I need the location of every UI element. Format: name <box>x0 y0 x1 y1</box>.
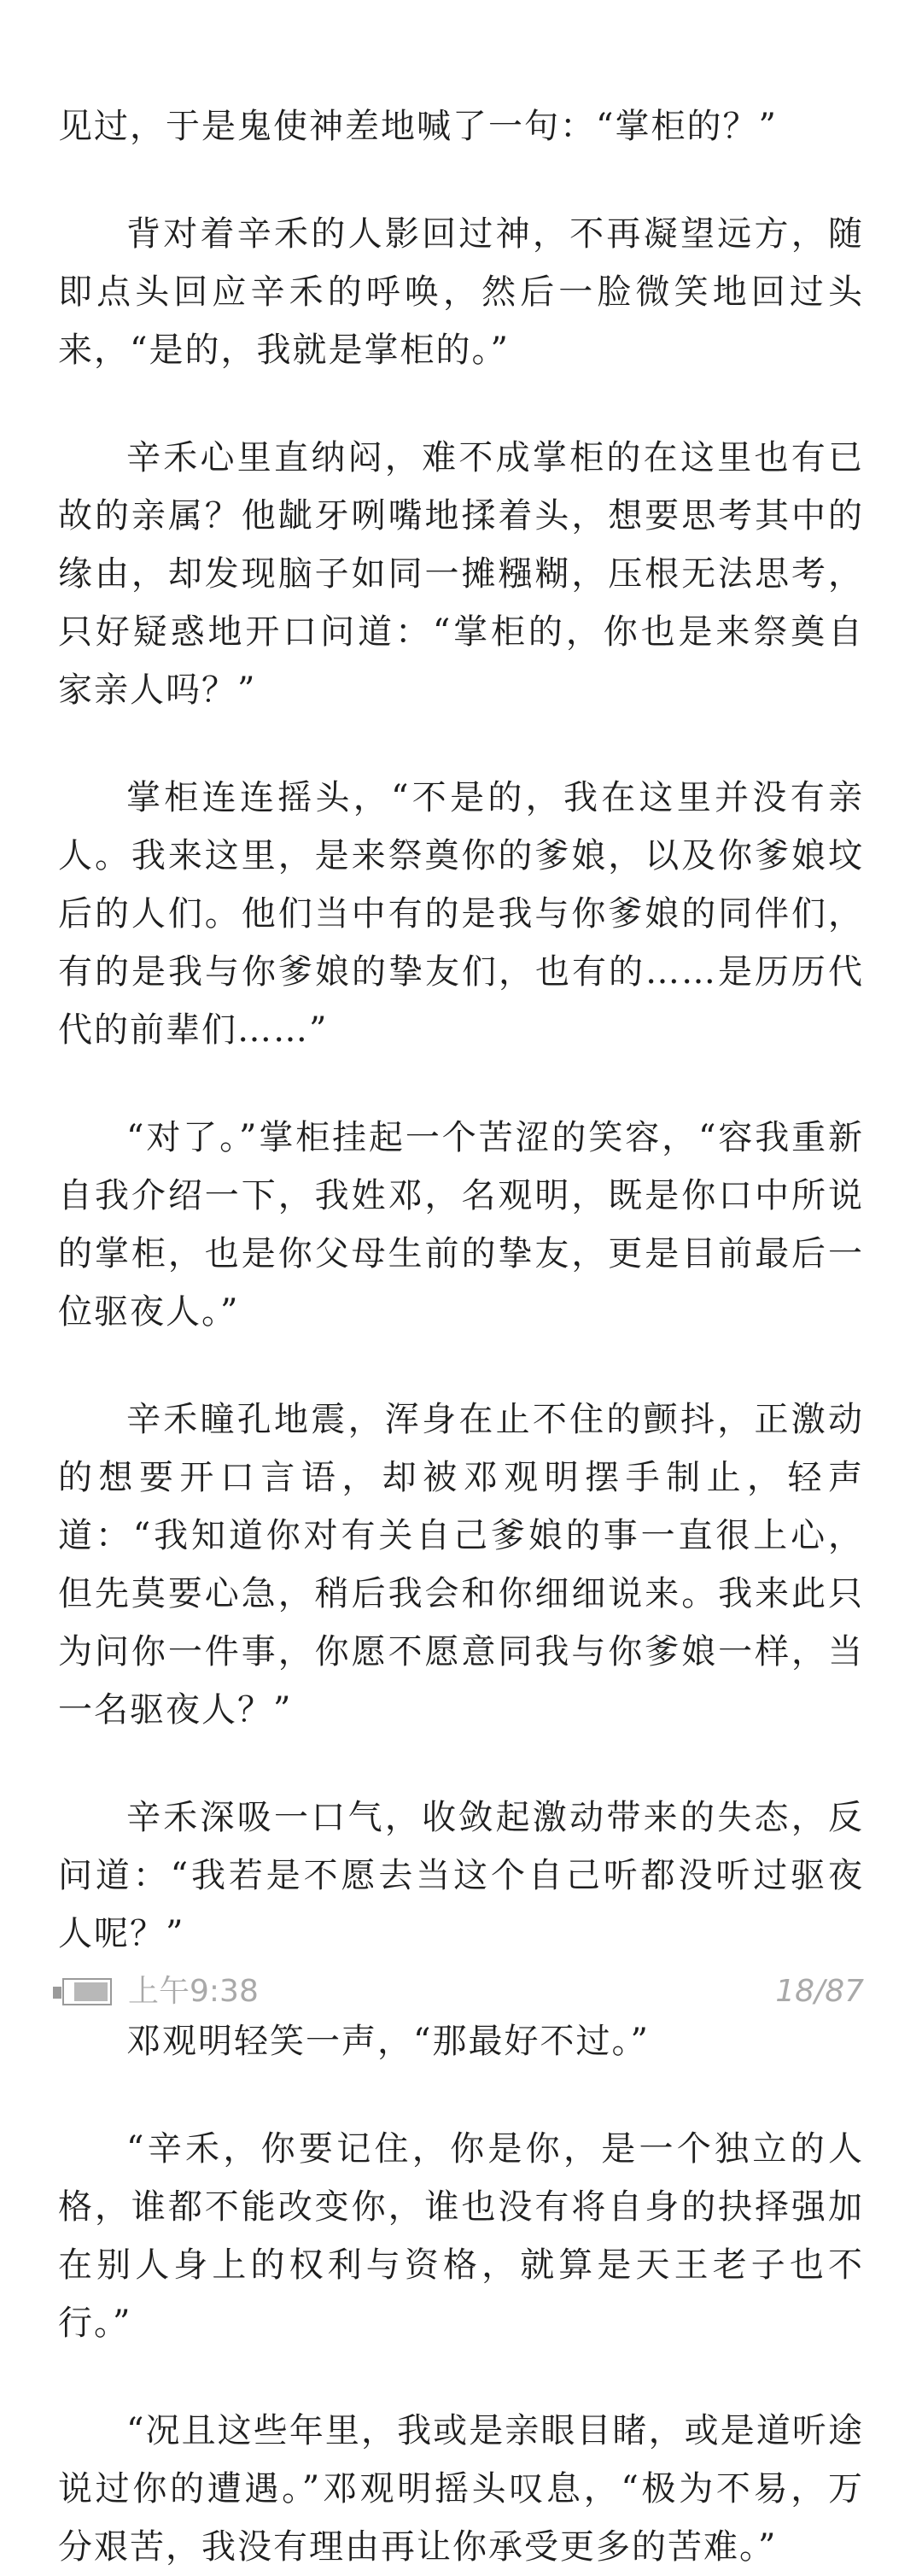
paragraph-6: 辛禾瞳孔地震，浑身在止不住的颤抖，正激动的想要开口言语，却被邓观明摆手制止，轻声道：“我知道你对有关自己爹娘的事一直很上心，但先莫要心急，稍后我会和你细细说来。我来此只为问你一件事，你愿不愿意同我与你爹娘一样，当一名驱夜人？” <box>58 1400 864 1730</box>
paragraph-3: 辛禾心里直纳闷，难不成掌柜的在这里也有已故的亲属？他龇牙咧嘴地揉着头，想要思考其中的缘由，却发现脑子如同一摊糨糊，压根无法思考，只好疑惑地开口问道：“掌柜的，你也是来祭奠自家亲人吗？” <box>58 438 864 710</box>
paragraph-9: “辛禾，你要记住，你是你，是一个独立的人格，谁都不能改变你，谁也没有将自身的抉择强加在别人身上的权利与资格，就算是天王老子也不行。” <box>58 2129 864 2343</box>
page-indicator: 18/87 <box>775 1974 864 2009</box>
battery-icon <box>53 1978 114 2007</box>
paragraph-10: “况且这些年里，我或是亲眼目睹，或是道听途说过你的遭遇。”邓观明摇头叹息，“极为不易，万分艰苦，我没有理由再让你承受更多的苦难。” <box>58 2411 864 2567</box>
battery-tip <box>53 1987 61 1999</box>
clock-time: 上午9:38 <box>128 1974 259 2009</box>
reader-status-bar <box>0 1968 922 2019</box>
battery-body <box>62 1978 112 2005</box>
battery-level-fill <box>74 1982 108 2001</box>
paragraph-4: 掌柜连连摇头，“不是的，我在这里并没有亲人。我来这里，是来祭奠你的爹娘，以及你爹娘坟后的人们。他们当中有的是我与你爹娘的同伴们，有的是我与你爹娘的挚友们，也有的……是历历代代的前辈们……” <box>58 778 864 1050</box>
paragraph-5: “对了。”掌柜挂起一个苦涩的笑容，“容我重新自我介绍一下，我姓邓，名观明，既是你口中所说的掌柜，也是你父母生前的挚友，更是目前最后一位驱夜人。” <box>58 1118 864 1332</box>
paragraph-7: 辛禾深吸一口气，收敛起激动带来的失态，反问道：“我若是不愿去当这个自己听都没听过驱夜人呢？” <box>58 1798 864 1953</box>
paragraph-2: 背对着辛禾的人影回过神，不再凝望远方，随即点头回应辛禾的呼唤，然后一脸微笑地回过头来，“是的，我就是掌柜的。” <box>58 214 864 370</box>
paragraph-8: 邓观明轻笑一声，“那最好不过。” <box>126 2022 650 2061</box>
paragraph-1: 见过，于是鬼使神差地喊了一句：“掌柜的？” <box>58 107 778 146</box>
